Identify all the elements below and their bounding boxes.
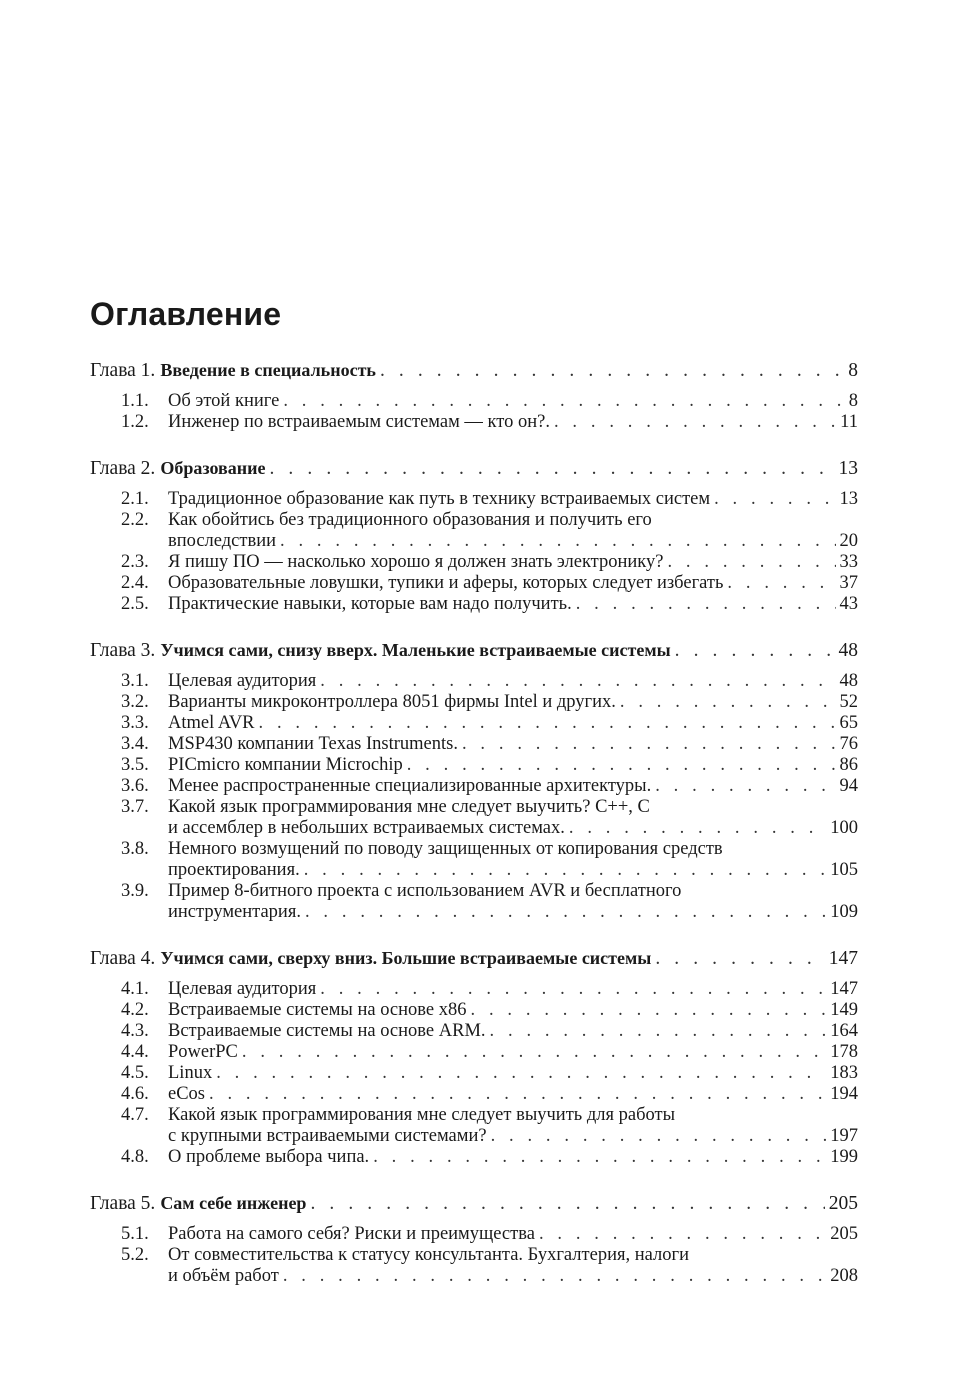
toc-chapter <box>90 358 858 433</box>
dot-leader <box>407 755 836 776</box>
dot-leader <box>554 412 836 433</box>
section-page-number: 48 <box>839 671 858 691</box>
section-title-line <box>168 1042 858 1063</box>
section-title-text: PowerPC <box>168 1042 238 1062</box>
toc-chapter <box>90 638 858 923</box>
section-number: 4.2. <box>121 1000 149 1020</box>
section-body <box>168 776 858 797</box>
section-title-line <box>168 692 858 713</box>
section-number: 3.6. <box>121 776 149 796</box>
section-number: 5.2. <box>121 1245 149 1265</box>
chapter-number: Глава 3. <box>90 640 156 661</box>
section-body <box>168 755 858 776</box>
dot-leader <box>462 734 836 755</box>
toc-section <box>90 839 858 881</box>
toc-section <box>90 734 858 755</box>
toc-section <box>90 1021 858 1042</box>
section-title-text: Я пишу ПО — насколько хорошо я должен знать электронику? <box>168 552 664 572</box>
section-title-line <box>168 671 858 692</box>
table-of-contents <box>90 358 858 1310</box>
section-title-line <box>168 860 858 881</box>
toc-section <box>90 391 858 412</box>
section-title-text: и объём работ <box>168 1266 279 1286</box>
dot-leader <box>727 573 835 594</box>
section-number: 3.1. <box>121 671 149 691</box>
section-page-number: 86 <box>839 755 858 775</box>
chapter-title: Учимся сами, сверху вниз. Большие встраиваемые системы <box>160 948 652 968</box>
section-number: 4.3. <box>121 1021 149 1041</box>
toc-chapter <box>90 456 858 615</box>
section-title-line: Какой язык программирования мне следует выучить? C++, C <box>168 797 650 817</box>
toc-section <box>90 510 858 552</box>
section-title-line <box>168 979 858 1000</box>
section-page-number: 164 <box>830 1021 858 1041</box>
section-body <box>168 1063 858 1084</box>
section-number: 4.5. <box>121 1063 149 1083</box>
section-title-text: Встраиваемые системы на основе x86 <box>168 1000 467 1020</box>
section-title-line <box>168 412 858 433</box>
section-page-number: 52 <box>839 692 858 712</box>
toc-section <box>90 552 858 573</box>
section-body <box>168 979 858 1000</box>
dot-leader <box>280 531 835 552</box>
dot-leader <box>209 1084 826 1105</box>
section-title-line: Как обойтись без традиционного образования и получить его <box>168 510 652 530</box>
section-body <box>168 671 858 692</box>
section-body <box>168 1000 858 1021</box>
chapter-title: Образование <box>160 458 266 478</box>
chapter-page-number: 147 <box>828 948 858 969</box>
section-body <box>168 1245 858 1287</box>
section-body <box>168 881 858 923</box>
section-page-number: 43 <box>839 594 858 614</box>
dot-leader <box>667 552 835 573</box>
section-title-text: и ассемблер в небольших встраиваемых системах. <box>168 818 565 838</box>
dot-leader <box>655 776 835 797</box>
section-page-number: 94 <box>839 776 858 796</box>
toc-section <box>90 1105 858 1147</box>
page-title: Оглавление <box>90 296 282 332</box>
section-page-number: 178 <box>830 1042 858 1062</box>
section-page-number: 199 <box>830 1147 858 1167</box>
dot-leader <box>655 947 824 971</box>
section-title-line <box>168 713 858 734</box>
section-page-number: 20 <box>839 531 858 551</box>
section-title-line <box>168 573 858 594</box>
toc-section <box>90 489 858 510</box>
section-body <box>168 1105 858 1147</box>
section-title-line: Немного возмущений по поводу защищенных от копирования средств <box>168 839 723 859</box>
section-body <box>168 713 858 734</box>
dot-leader <box>269 457 834 481</box>
section-title-text: Образовательные ловушки, тупики и аферы, которых следует избегать <box>168 573 724 593</box>
section-number: 2.3. <box>121 552 149 572</box>
section-title-line <box>168 552 858 573</box>
chapter-page-number: 8 <box>848 360 858 381</box>
chapter-title: Учимся сами, снизу вверх. Маленькие встраиваемые системы <box>160 640 671 660</box>
dot-leader <box>320 979 826 1000</box>
section-title-text: впоследствии <box>168 531 277 551</box>
section-title-text: Об этой книге <box>168 391 280 411</box>
chapter-number: Глава 1. <box>90 360 156 381</box>
section-body <box>168 1224 858 1245</box>
section-page-number: 100 <box>830 818 858 838</box>
toc-section <box>90 692 858 713</box>
section-number: 3.2. <box>121 692 149 712</box>
section-title-text: Традиционное образование как путь в технику встраиваемых систем <box>168 489 711 509</box>
section-body <box>168 594 858 615</box>
section-number: 3.7. <box>121 797 149 817</box>
section-page-number: 33 <box>839 552 858 572</box>
chapter-number: Глава 4. <box>90 948 156 969</box>
section-title-line <box>168 755 858 776</box>
section-title-text: Linux <box>168 1063 213 1083</box>
section-title-text: MSP430 компании Texas Instruments. <box>168 734 458 754</box>
section-page-number: 183 <box>830 1063 858 1083</box>
section-body <box>168 1084 858 1105</box>
section-title-text: Варианты микроконтроллера 8051 фирмы Intel и других. <box>168 692 616 712</box>
section-title-line <box>168 594 858 615</box>
toc-chapter <box>90 1191 858 1287</box>
toc-section <box>90 797 858 839</box>
section-title-line <box>168 902 858 923</box>
chapter-heading <box>90 638 858 662</box>
section-page-number: 205 <box>830 1224 858 1244</box>
toc-section <box>90 755 858 776</box>
dot-leader <box>373 1147 826 1168</box>
section-page-number: 65 <box>839 713 858 733</box>
section-title-line <box>168 734 858 755</box>
section-title-line <box>168 489 858 510</box>
toc-section <box>90 573 858 594</box>
section-title-text: Atmel AVR <box>168 713 255 733</box>
dot-leader <box>490 1021 827 1042</box>
section-number: 4.8. <box>121 1147 149 1167</box>
dot-leader <box>283 391 844 412</box>
section-page-number: 147 <box>830 979 858 999</box>
section-number: 4.4. <box>121 1042 149 1062</box>
dot-leader <box>539 1224 826 1245</box>
section-number: 3.4. <box>121 734 149 754</box>
toc-section <box>90 1042 858 1063</box>
section-title-line <box>168 1063 858 1084</box>
toc-section <box>90 1000 858 1021</box>
toc-section <box>90 713 858 734</box>
section-title-line <box>168 776 858 797</box>
toc-section <box>90 979 858 1000</box>
section-body <box>168 692 858 713</box>
dot-leader <box>305 902 826 923</box>
toc-section <box>90 594 858 615</box>
section-title-text: О проблеме выбора чипа. <box>168 1147 370 1167</box>
dot-leader <box>304 860 827 881</box>
section-title-text: Встраиваемые системы на основе ARM. <box>168 1021 486 1041</box>
dot-leader <box>216 1063 826 1084</box>
toc-section <box>90 1224 858 1245</box>
chapter-number: Глава 5. <box>90 1193 156 1214</box>
section-number: 4.7. <box>121 1105 149 1125</box>
section-page-number: 109 <box>830 902 858 922</box>
chapter-title: Сам себе инженер <box>160 1193 307 1213</box>
section-title-text: Менее распространенные специализированные архитектуры. <box>168 776 652 796</box>
dot-leader <box>259 713 836 734</box>
dot-leader <box>714 489 835 510</box>
chapter-number: Глава 2. <box>90 458 156 479</box>
section-title-line <box>168 1126 858 1147</box>
section-page-number: 194 <box>830 1084 858 1104</box>
dot-leader <box>380 359 844 383</box>
section-number: 2.2. <box>121 510 149 530</box>
dot-leader <box>283 1266 826 1287</box>
section-title-line <box>168 1266 858 1287</box>
section-title-line <box>168 1021 858 1042</box>
section-page-number: 208 <box>830 1266 858 1286</box>
dot-leader <box>242 1042 826 1063</box>
section-title-line <box>168 1000 858 1021</box>
section-title-text: PICmicro компании Microchip <box>168 755 403 775</box>
dot-leader <box>576 594 836 615</box>
section-title-text: Работа на самого себя? Риски и преимущества <box>168 1224 535 1244</box>
section-body <box>168 1147 858 1168</box>
section-page-number: 105 <box>830 860 858 880</box>
section-title-line <box>168 1147 858 1168</box>
section-title-line <box>168 1084 858 1105</box>
section-title-text: Целевая аудитория <box>168 671 317 691</box>
dot-leader <box>310 1192 824 1216</box>
section-title-text: eCos <box>168 1084 205 1104</box>
section-body <box>168 412 858 433</box>
section-number: 2.1. <box>121 489 149 509</box>
section-page-number: 76 <box>839 734 858 754</box>
dot-leader <box>320 671 835 692</box>
toc-section <box>90 1084 858 1105</box>
section-title-line <box>168 818 858 839</box>
section-body <box>168 734 858 755</box>
section-number: 3.5. <box>121 755 149 775</box>
toc-section <box>90 776 858 797</box>
section-number: 4.1. <box>121 979 149 999</box>
toc-section <box>90 671 858 692</box>
section-body <box>168 1021 858 1042</box>
section-title-line: Пример 8-битного проекта с использованием AVR и бесплатного <box>168 881 682 901</box>
section-number: 3.9. <box>121 881 149 901</box>
chapter-heading <box>90 1191 858 1215</box>
chapter-page-number: 205 <box>828 1193 858 1214</box>
dot-leader <box>620 692 836 713</box>
section-number: 3.3. <box>121 713 149 733</box>
toc-section <box>90 412 858 433</box>
section-body <box>168 797 858 839</box>
section-body <box>168 552 858 573</box>
section-number: 2.5. <box>121 594 149 614</box>
section-number: 1.1. <box>121 391 149 411</box>
section-number: 4.6. <box>121 1084 149 1104</box>
section-title-line: От совместительства к статусу консультанта. Бухгалтерия, налоги <box>168 1245 689 1265</box>
section-title-text: Практические навыки, которые вам надо получить. <box>168 594 572 614</box>
section-title-text: проектирования. <box>168 860 300 880</box>
section-title-line <box>168 391 858 412</box>
section-number: 5.1. <box>121 1224 149 1244</box>
dot-leader <box>569 818 826 839</box>
section-title-text: Инженер по встраиваемым системам — кто он?. <box>168 412 550 432</box>
chapter-heading <box>90 358 858 382</box>
toc-section <box>90 1063 858 1084</box>
section-title-text: Целевая аудитория <box>168 979 317 999</box>
section-page-number: 8 <box>848 391 858 411</box>
toc-section <box>90 881 858 923</box>
section-page-number: 37 <box>839 573 858 593</box>
section-page-number: 13 <box>839 489 858 509</box>
section-title-line <box>168 1224 858 1245</box>
section-page-number: 11 <box>840 412 858 432</box>
section-body <box>168 1042 858 1063</box>
toc-section <box>90 1245 858 1287</box>
section-title-line <box>168 531 858 552</box>
dot-leader <box>491 1126 827 1147</box>
section-number: 3.8. <box>121 839 149 859</box>
dot-leader <box>471 1000 827 1021</box>
section-page-number: 149 <box>830 1000 858 1020</box>
chapter-page-number: 48 <box>838 640 858 661</box>
chapter-page-number: 13 <box>838 458 858 479</box>
section-title-text: с крупными встраиваемыми системами? <box>168 1126 487 1146</box>
chapter-heading <box>90 456 858 480</box>
dot-leader <box>675 639 835 663</box>
section-body <box>168 839 858 881</box>
chapter-title: Введение в специальность <box>160 360 376 380</box>
section-title-line: Какой язык программирования мне следует выучить для работы <box>168 1105 676 1125</box>
section-page-number: 197 <box>830 1126 858 1146</box>
section-title-text: инструментария. <box>168 902 301 922</box>
toc-section <box>90 1147 858 1168</box>
section-body <box>168 489 858 510</box>
section-body <box>168 573 858 594</box>
toc-chapter <box>90 946 858 1168</box>
section-body <box>168 391 858 412</box>
section-number: 1.2. <box>121 412 149 432</box>
chapter-heading <box>90 946 858 970</box>
section-number: 2.4. <box>121 573 149 593</box>
section-body <box>168 510 858 552</box>
